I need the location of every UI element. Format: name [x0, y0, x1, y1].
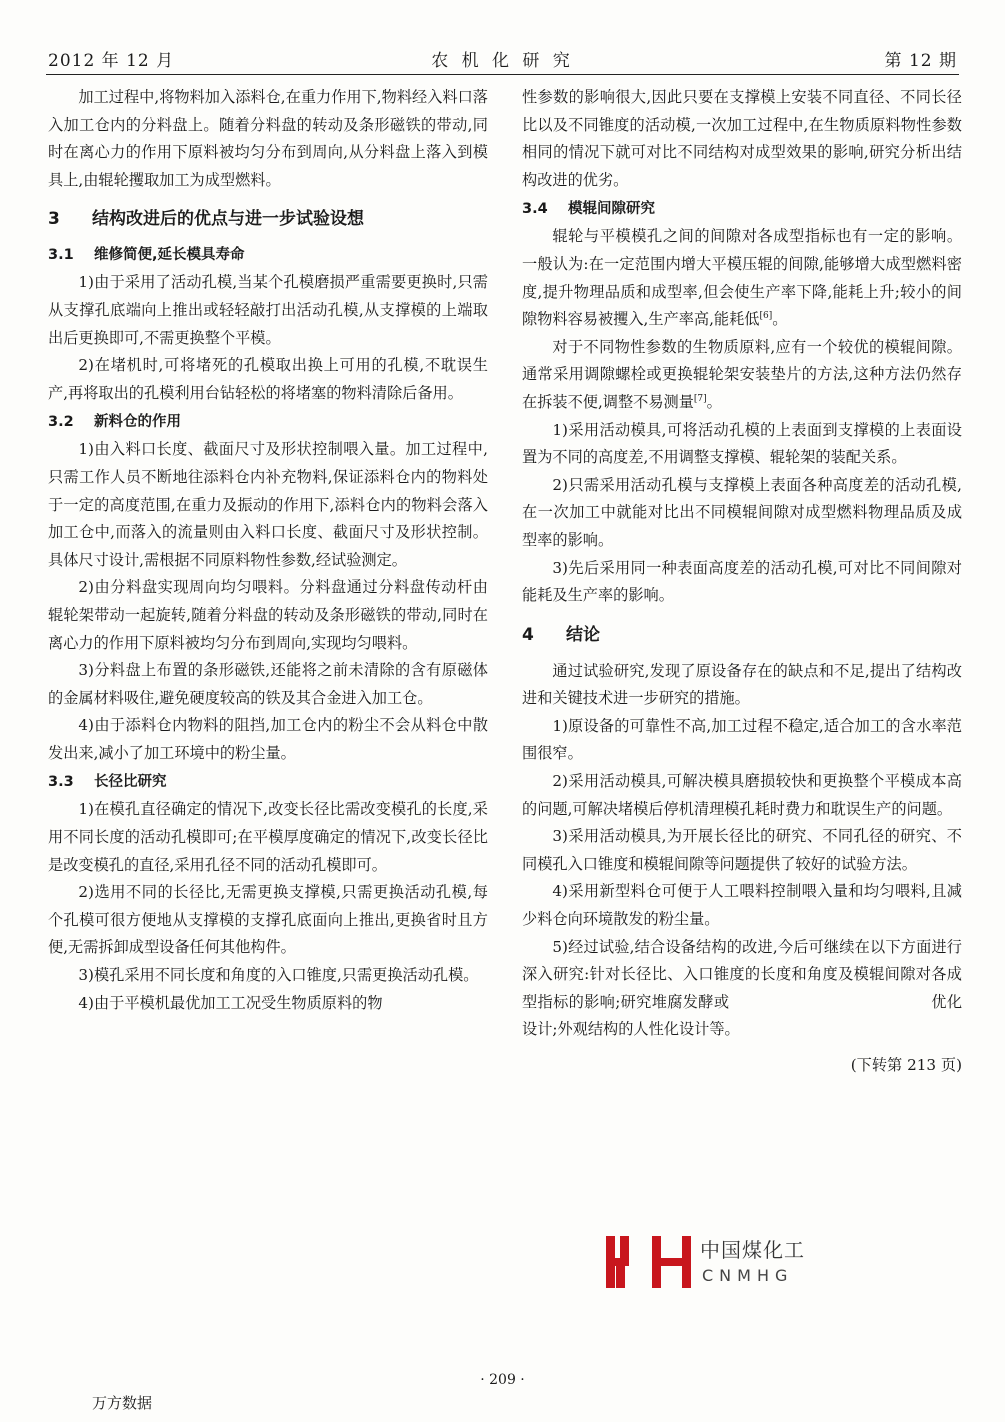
paragraph-text: 5)经过试验,结合设备结构的改进,今后可继续在以下方面进行深入研究:针对长径比、入口锥度的长度和角度及模辊间隙对各成型指标的影响;研究堆腐发酵或: [522, 937, 962, 1011]
paragraph: 性参数的影响很大,因此只要在支撑模上安装不同直径、不同长径比以及不同锥度的活动模,一次加工过程中,在生物质原料物性参数相同的情况下就可对比不同结构对成型效果的影响,研究分析出结构改进的优劣。: [522, 88, 962, 189]
section-number: 3.1: [48, 247, 74, 264]
paragraph: 1)在模孔直径确定的情况下,改变长径比需改变模孔的长度,采用不同长度的活动孔模即可;在平模厚度确定的情况下,改变长径比是改变模孔的直径,采用孔径不同的活动孔模即可。: [48, 800, 488, 874]
paragraph: 4)由于添料仓内物料的阻挡,加工仓内的粉尘不会从料仓中散发出来,减小了加工环境中的粉尘量。: [48, 716, 488, 762]
paragraph: 2)采用活动模具,可解决模具磨损较快和更换整个平模成本高的问题,可解决堵模后停机清理模孔耗时费力和耽误生产的问题。: [522, 772, 962, 818]
right-column: [522, 84, 962, 1080]
cnmhg-watermark-logo: [604, 1232, 814, 1290]
section-3-4-heading: [522, 196, 962, 223]
continued-note: (下转第 213 页): [850, 1056, 962, 1074]
paragraph-text: 对于不同物性参数的生物质原料,应有一个较优的模辊间隙。通常采用调隙螺栓或更换辊轮架安装垫片的方法,这种方法仍然存在拆装不便,调整不易测量: [522, 337, 962, 411]
paragraph: 3)模孔采用不同长度和角度的入口锥度,只需更换活动孔模。: [78, 966, 479, 985]
logo-english-text: CNMHG: [702, 1266, 794, 1285]
paragraph-text: 。: [706, 392, 722, 411]
section-number: 3.2: [48, 414, 74, 431]
paragraph: 2)选用不同的长径比,无需更换支撑模,只需更换活动孔模,每个孔模可很方便地从支撑模的支撑孔底面向上推出,更换省时且方便,无需拆卸成型设备任何其他构件。: [48, 883, 488, 957]
section-number: 3.4: [522, 201, 548, 218]
section-title: 新料仓的作用: [94, 414, 181, 431]
section-title: 长径比研究: [94, 774, 167, 791]
left-column: [48, 84, 488, 1017]
paragraph: 通过试验研究,发现了原设备存在的缺点和不足,提出了结构改进和关键技术进一步研究的措施。: [522, 661, 962, 708]
paragraph: 1)原设备的可靠性不高,加工过程不稳定,适合加工的含水率范围很窄。: [522, 716, 962, 763]
paragraph: 2)只需采用活动孔模与支撑模上表面各种高度差的活动孔模,在一次加工中就能对比出不同模辊间隙对成型燃料物理品质及成型率的影响。: [522, 475, 962, 549]
header-date: 2012 年 12 月: [48, 51, 175, 71]
section-3-heading: [48, 204, 488, 234]
source-watermark: 万方数据: [92, 1394, 153, 1412]
journal-title: 农 机 化 研 究: [431, 51, 574, 71]
section-3-3-heading: [48, 769, 488, 796]
obscured-text: 喂入量的调节和控制、传动系: [729, 992, 932, 1011]
section-title: 结构改进后的优点与进一步试验设想: [92, 209, 364, 230]
logo-chinese-text: 中国煤化工: [700, 1238, 805, 1262]
section-title: 维修简便,延长模具寿命: [94, 247, 245, 264]
paragraph-text: 。: [772, 310, 788, 329]
citation-6: [6]: [759, 311, 773, 322]
section-3-1-heading: [48, 242, 488, 269]
cnmhg-logo-icon: [604, 1232, 694, 1290]
paragraph: 3)先后采用同一种表面高度差的活动孔模,可对比不同间隙对能耗及生产率的影响。: [522, 558, 962, 605]
header-rule: [46, 74, 959, 75]
paragraph: [522, 334, 962, 417]
paragraph: 4)采用新型料仓可便于人工喂料控制喂入量和均匀喂料,且减少料仓向环境散发的粉尘量。: [522, 882, 962, 929]
paragraph: 2)由分料盘实现周向均匀喂料。分料盘通过分料盘传动杆由辊轮架带动一起旋转,随着分料盘的转动及条形磁铁的带动,同时在离心力的作用下原料被均匀分布到周向,实现均匀喂料。: [48, 578, 488, 652]
issue-number: 第 12 期: [884, 51, 957, 71]
paragraph: 1)由入料口长度、截面尺寸及形状控制喂入量。加工过程中,只需工作人员不断地往添料仓内补充物料,保证添料仓内的物料处于一定的高度范围,在重力及振动的作用下,添料仓内的物料会落入加工仓中,而落入的流量则由入料口长度、截面尺寸及形状控制。具体尺寸设计,需根据不同原料物性参数,经试验测定。: [48, 440, 488, 569]
paragraph: 1)由于采用了活动孔模,当某个孔模磨损严重需要更换时,只需从支撑孔底端向上推出或轻轻敲打出活动孔模,从支撑模的上端取出后更换即可,不需更换整个平模。: [48, 273, 488, 347]
paragraph: 3)分料盘上布置的条形磁铁,还能将之前未清除的含有原磁体的金属材料吸住,避免硬度较高的铁及其合金进入加工仓。: [48, 661, 488, 707]
paragraph: 4)由于平模机最优加工工况受生物质原料的物: [78, 993, 383, 1012]
citation-7: [7]: [693, 393, 707, 404]
section-number: 4: [522, 624, 534, 645]
section-3-2-heading: [48, 409, 488, 436]
paragraph: 1)采用活动模具,可将活动孔模的上表面到支撑模的上表面设置为不同的高度差,不用调整支撑模、辊轮架的装配关系。: [522, 420, 962, 467]
paragraph-text: 优化设计;外观结构的人性化设计等。: [522, 992, 962, 1039]
paragraph: 3)采用活动模具,为开展长径比的研究、不同孔径的研究、不同模孔入口锥度和模辊间隙等问题提供了较好的试验方法。: [522, 827, 962, 873]
section-number: 3: [48, 209, 60, 230]
paragraph: [522, 934, 962, 1044]
paragraph: [522, 223, 962, 333]
paragraph-text: 辊轮与平模模孔之间的间隙对各成型指标也有一定的影响。一般认为:在一定范围内增大平模压辊的间隙,能够增大成型燃料密度,提升物理品质和成型率,但会使生产率下降,能耗上升;较小的间隙物料容易被攫入,生产率高,能耗低: [522, 227, 962, 329]
section-number: 3.3: [48, 774, 74, 791]
page-number: · 209 ·: [480, 1372, 525, 1388]
intro-paragraph: 加工过程中,将物料加入添料仓,在重力作用下,物料经入料口落入加工仓内的分料盘上。随着分料盘的转动及条形磁铁的带动,同时在离心力的作用下原料被均匀分布到周向,从分料盘上落入到模具上,由辊轮攫取加工为成型燃料。: [48, 88, 488, 189]
section-title: 结论: [566, 624, 600, 645]
paragraph: 2)在堵机时,可将堵死的孔模取出换上可用的孔模,不耽误生产,再将取出的孔模利用台钻轻松的将堵塞的物料清除后备用。: [48, 356, 488, 402]
section-title: 模辊间隙研究: [568, 201, 655, 218]
section-4-heading: [522, 620, 962, 650]
